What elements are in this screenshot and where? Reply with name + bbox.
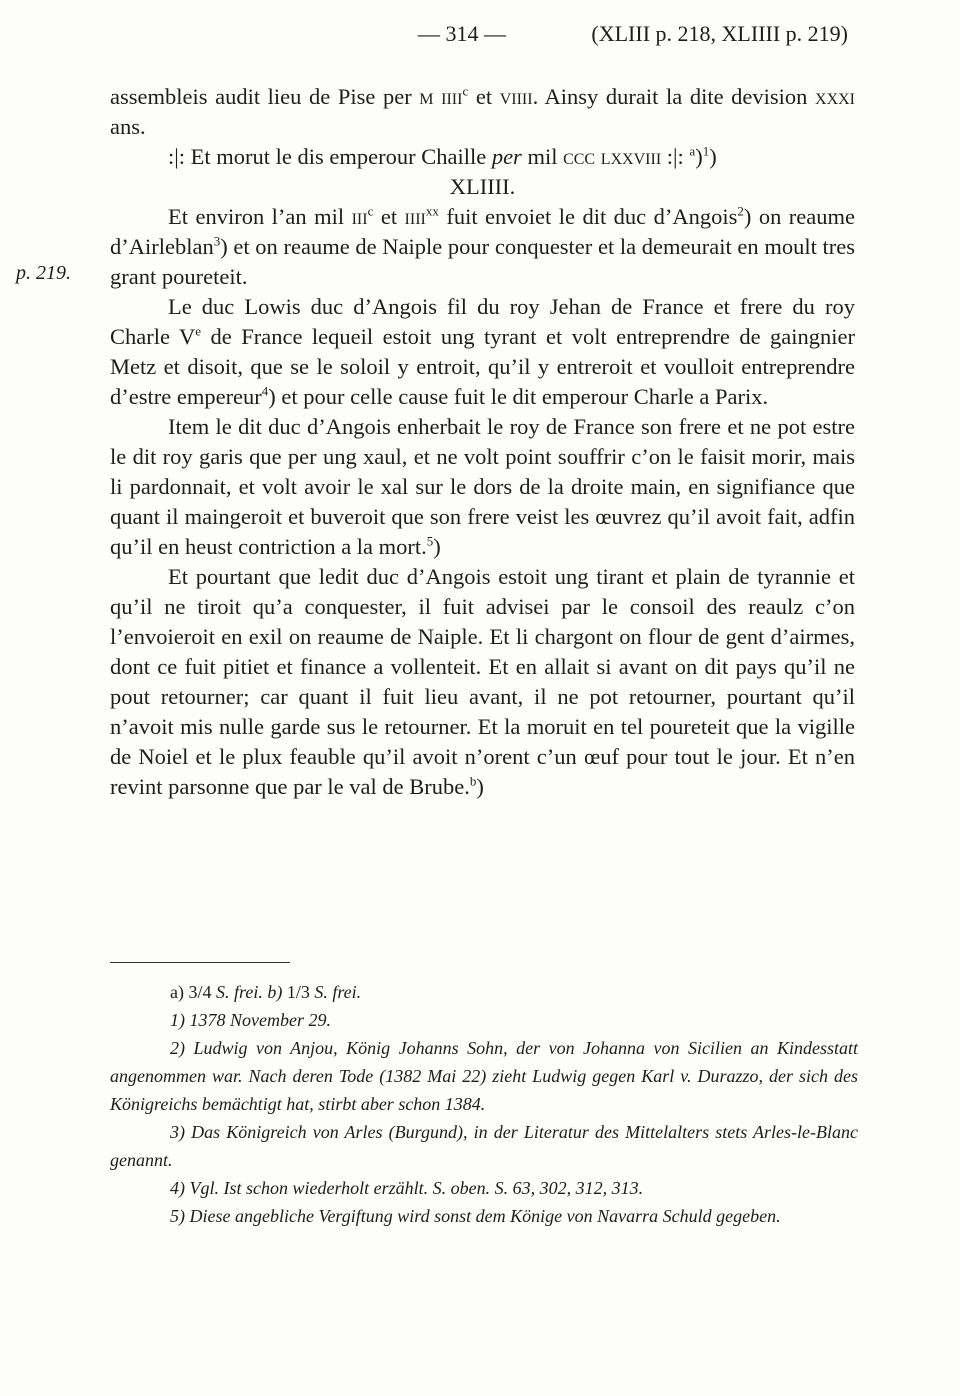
paragraph-4: Et pourtant que ledit duc d’Angois estoit ung tirant et plain de tyrannie et qu’il ne tiroit qu’a conquester, il fuit advisei par le consoil des reaulz c’on l’envoieroit en exil on reaume de Naiple. Et li chargont on flour de gent d’airmes, dont ce fuit pitiet et finance a vollenteit. Et en allait si avant on dit pays qu’il ne pout retourner; car quant il fuit lieu avant, il ne pot retourner, pourtant qu’il n’avoit mis nulle garde sus le retourner. Et la moruit en tel poureteit que la vigille de Noiel et le plux feauble qu’il avoit n’orent c’un œuf pour tout le jour. Et n’en revint parsonne que par le val de Brube.$^b$) bbox=[110, 564, 855, 799]
margin-page-note: p. 219. bbox=[16, 262, 71, 284]
footnotes bbox=[110, 978, 858, 1230]
footnote-divider bbox=[110, 962, 290, 963]
page-header bbox=[0, 14, 960, 54]
intro-paragraph: assembleis audit lieu de Pise per m iiii$^c$ et viiii. Ainsy durait la dite devision xxxi ans. bbox=[110, 83, 856, 139]
paragraph-3: Item le dit duc d’Angois enherbait le roy de France son frere et ne pot estre le dit roy garis que per ung xaul, et ne volt point souffrir c’on le faisit morir, mais li pardonnait, et volt avoir le xal sur le dors de la droite main, en signifiance que quant il maingeroit et buveroit que son frere veist les œuvrez qu’il avoit fait, adfin qu’il en heust contriction a la mort.$^5$) bbox=[110, 414, 855, 559]
page-reference: (XLIII p. 218, XLIIII p. 219) bbox=[591, 21, 848, 46]
footnote-3: 3) Das Königreich von Arles (Burgund), in der Literatur des Mittelalters stets Arles-le-Blanc genannt. bbox=[110, 1122, 858, 1170]
paragraph-1: Et environ l’an mil iii$^c$ et iiii$^{xx}$ fuit envoiet le dit duc d’Angois$^2$) on reaume d’Airleblan$^3$) et on reaume de Naiple pour conquester et la demeurait en moult tres grant poureteit. bbox=[110, 203, 856, 289]
main-text bbox=[110, 82, 855, 802]
footnote-5: 5) Diese angebliche Vergiftung wird sonst dem Könige von Navarra Schuld gegeben. bbox=[170, 1206, 781, 1226]
footnote-1: 1) 1378 November 29. bbox=[170, 1010, 331, 1030]
intro-paragraph-2: :|: Et morut le dis emperour Chaille per mil ccc lxxviii :|: $^a$)$^1$) bbox=[168, 143, 717, 169]
footnote-2: 2) Ludwig von Anjou, König Johanns Sohn, der von Johanna von Sicilien an Kindesstatt angenommen war. Nach deren Tode (1382 Mai 22) zieht Ludwig gegen Karl v. Durazzo, der sich des Königreichs bemächtigt hat, stirbt aber schon 1384. bbox=[110, 1038, 858, 1114]
chapter-heading: XLIIII. bbox=[449, 174, 516, 199]
footnote-variants: a) 3/4 S. frei. b) 1/3 S. frei. bbox=[170, 982, 362, 1002]
footnote-4: 4) Vgl. Ist schon wiederholt erzählt. S. oben. S. 63, 302, 312, 313. bbox=[170, 1178, 644, 1198]
page-number: — 314 — bbox=[418, 21, 506, 46]
paragraph-2: Le duc Lowis duc d’Angois fil du roy Jehan de France et frere du roy Charle Ve de France lequeil estoit ung tyrant et volt entreprendre de gaingnier Metz et disoit, que se le soloil y entroit, qu’il y entreroit et voulloit entreprendre d’estre empereur$^4$) et pour celle cause fuit le dit emperour Charle a Parix. bbox=[110, 294, 855, 409]
